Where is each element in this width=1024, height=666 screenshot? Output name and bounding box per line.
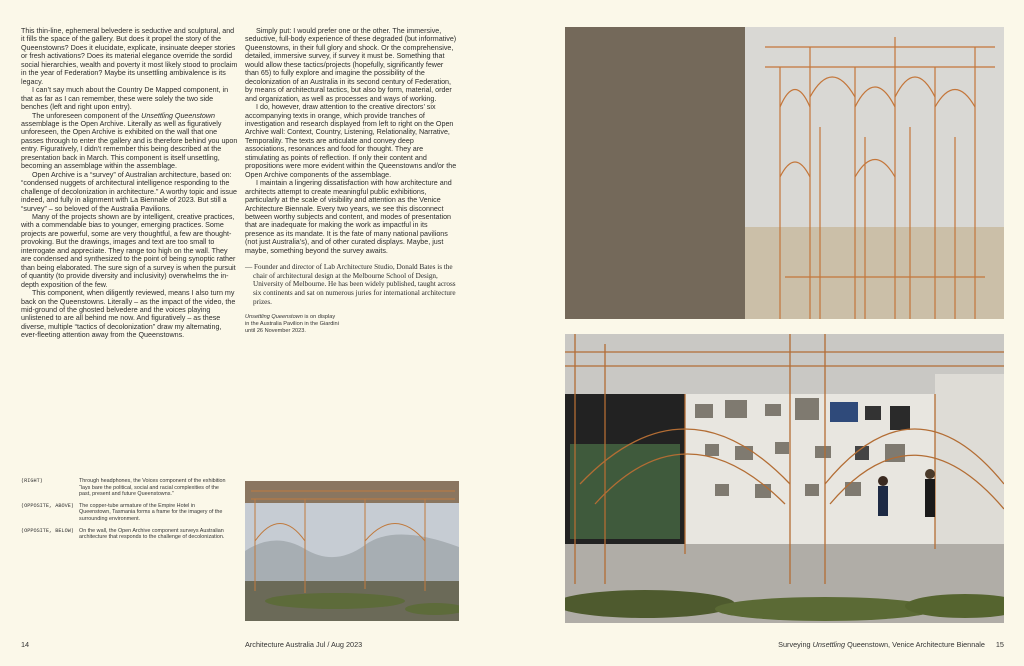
photo-voices-component	[245, 481, 459, 621]
caption-opposite-below	[21, 528, 226, 541]
text-run: in the Australia Pavilion in the Giardini	[245, 321, 339, 327]
text-run: assemblage is the Open Archive. Literally as well as figuratively unforeseen, the Open Archive is exhibited on the wall that one passes through to enter the gallery and is therefore behind you upon entry. Figuratively, I didn’t remember this being described at the presentation back in March. This component is itself unsettling, becoming an assemblage within the assemblage.	[21, 119, 238, 171]
caption-opposite-above	[21, 503, 226, 523]
text-run: Queenstown, Venice Architecture Biennale	[845, 640, 985, 649]
paragraph	[21, 112, 239, 171]
caption-tag: (OPPOSITE, ABOVE)	[21, 502, 74, 509]
text-run: The unforeseen component of the	[32, 111, 142, 120]
page-number-right: 15	[995, 640, 1004, 649]
photo-copper-armature	[565, 27, 1004, 319]
photo-captions	[21, 478, 226, 546]
exhibition-title: Unsettling Queenstown	[245, 314, 303, 321]
paragraph: Open Archive is a “survey” of Australian architecture, based on: “condensed nuggets of architectural intelligence responding to the challenge of decolonization in architecture.” A worthy topic and issue indeed, and fully in alignment with La Biennale of 2023. But still a “survey” – so beloved of the Australia Pavilions.	[21, 170, 237, 213]
caption-tag: (OPPOSITE, BELOW)	[21, 527, 74, 534]
caption-text: The copper-tube armature of the Empire Hotel in Queenstown, Tasmania forms a frame for the imagery of the surrounding environment.	[79, 502, 223, 522]
caption-tag: (RIGHT)	[21, 478, 43, 484]
page-number-left: 14	[21, 640, 30, 649]
text-run: Surveying	[778, 640, 813, 649]
paragraph: Many of the projects shown are by intelligent, creative practices, with a commendable bias to younger, emerging practices. Some projects are powerful, some are very thoughtful, a few are thought-provoking. But the drawings, images and text are too small to interrogate and appreciate. They range too high on the wall. They are condensed and synthesized to the point of being synoptic rather than being elaborated. The sure sign of a survey is when the pursuit of quantity (to provide diversity and inclusivity) overwhelms the in-depth exposition of the few.	[21, 212, 236, 289]
running-head	[778, 640, 985, 649]
on-display-note	[245, 314, 457, 334]
caption-text: On the wall, the Open Archive component surveys Australian architecture that responds to the challenge of decolonization.	[79, 527, 225, 541]
caption-right	[21, 478, 226, 498]
text-run: Unsettling	[812, 640, 846, 649]
paragraph: This component, when diligently reviewed, means I also turn my back on the Queenstowns. Literally – as the impact of the video, the mid-ground of the ghosted belvedere and the voices playing unlistened to are all behind me now. And figuratively – as these diverse, multiple “tactics of decolonization” draw my alternating, ever-fleeting attention away from the Queenstowns.	[21, 289, 236, 340]
exhibition-title: Unsettling Queenstown	[141, 111, 216, 120]
paragraph: This thin-line, ephemeral belvedere is seductive and sculptural, and it fills the space of the gallery. But does it propel the story of the Queenstowns? Does it elucidate, explicate, insinuate deeper stories or fresh activations? Does its material elegance override the sordid social hierarchies, wealth and poverty it most likely stood to proclaim in the year of Federation? Maybe its unsettling ambivalence is its legacy.	[21, 27, 238, 86]
paragraph: Simply put: I would prefer one or the other. The immersive, seductive, full-body experience of these degraded (but informative) Queenstowns, in their full glory and shock. Or the comprehensive, detailed, immersive survey, if survey it must be. Something that would allow these tactics/projects (hopefully, significantly fewer than 65) to fully explore and imagine the possibility of the decolonization of an Australia in its second century of Federation, by means of architectural tactics, but also by form, material, order and organization, as well as processes and ways of working.	[245, 27, 457, 103]
photo-open-archive-wall	[565, 334, 1004, 623]
paragraph: I do, however, draw attention to the creative directors’ six accompanying texts in orange, which provide tranches of investigation and research displayed from left to right on the Open Archive wall: Context, Country, Listening, Relationality, Narrative, Temporality. The texts are articulate and convey deep associations, resonances and food for thought. They are stimulating as points of reflection. If only their content and propositions were more evident within the Queenstowns and/or the Open Archive components of the assemblage.	[245, 103, 457, 179]
article-column-2	[245, 27, 457, 335]
magazine-issue: Architecture Australia Jul / Aug 2023	[245, 640, 363, 649]
paragraph: I can’t say much about the Country De Mapped component, in that as far as I can remember, these were solely the two side benches (left and right upon entry).	[21, 86, 229, 112]
article-column-1	[21, 27, 239, 340]
text-run: is on display	[302, 314, 336, 321]
author-bio: — Founder and director of Lab Architecture Studio, Donald Bates is the chair of architectural design at the Melbourne School of Design, University of Melbourne. He has been widely published, taught across six continents and sat on numerous juries for international architecture prizes.	[245, 263, 456, 306]
caption-text: Through headphones, the Voices component of the exhibition “lays bare the political, social and racial complexities of the past, present and future Queenstowns.”	[79, 478, 226, 498]
paragraph: I maintain a lingering dissatisfaction with how architecture and architects attempt to create meaningful public exhibitions, particularly at the scale of visibility and attention as the Venice Architecture Biennale. Every two years, we see this disconnect between worthy subjects and content, and modes of presentation that are inadequate for making the work as impactful in its presence as its mandate. It is the fate of many national pavilions (not just Australia’s), and of other curated displays. Maybe, just maybe, something beyond the survey awaits.	[245, 179, 452, 255]
text-run: until 26 November 2023.	[245, 327, 306, 334]
